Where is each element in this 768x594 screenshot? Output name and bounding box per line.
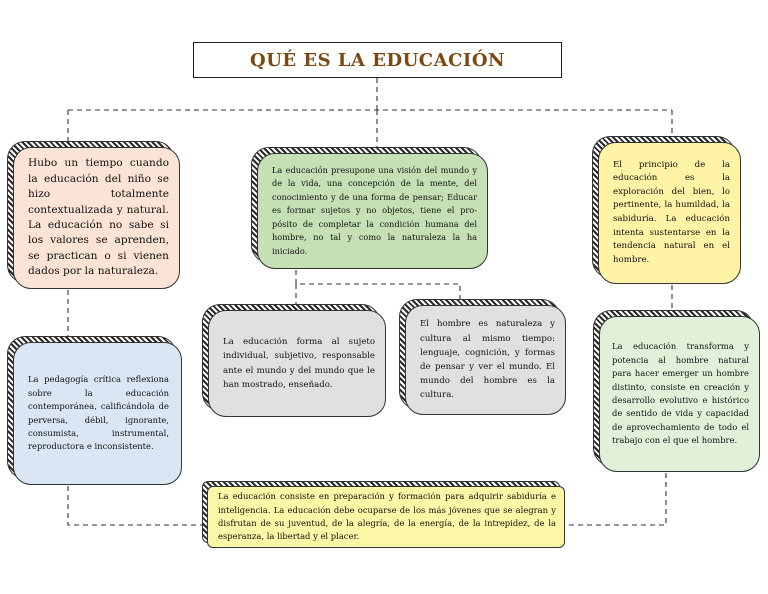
node-face xyxy=(208,310,386,417)
node-left-top xyxy=(13,147,180,289)
node-face xyxy=(598,142,741,284)
node-text: La educación transforma y potencia al hombre natural para hacer emerger un hombre distinto, consiste en creación y desarrollo evolutivo e histórico de sentido de vida y capacidad de aprovechamiento de todo el trabajo con el que el hombre. xyxy=(612,341,749,446)
connector-left-to-bottom xyxy=(68,486,203,525)
node-center-right xyxy=(405,305,566,415)
node-text: La educación presupone una visión del mundo y de la vida, una concepción de la mente, del conocimiento y de una forma de pensar; Educar es formar sujetos y no objetos, tiene el pro- pósito de completar la condición humana del hombre, no tal y como la naturaleza la ha iniciado. xyxy=(272,165,477,256)
node-face xyxy=(13,147,180,289)
node-face xyxy=(405,305,566,415)
node-face xyxy=(207,486,565,548)
node-left-bottom xyxy=(13,342,182,485)
connector-right-to-bottom xyxy=(566,473,666,525)
node-face xyxy=(599,316,760,472)
node-text: La educación forma al sujeto individual, subjetivo, responsable ante el mundo y del mundo que le han mostrado, enseñado. xyxy=(223,336,375,390)
node-text: El principio de la educación es la exploración del bien, lo pertinente, la humildad, la sabiduría. La educación intenta sustentarse en la tendencia natural en el hombre. xyxy=(613,159,730,265)
node-right-bottom xyxy=(599,316,760,472)
node-text: El hombre es naturaleza y cultura al mismo tiempo: lenguaje, cognición, y formas de pensar y ver el mundo. El mundo del hombre es la cultura. xyxy=(420,319,555,401)
node-text: La educación consiste en preparación y formación para adquirir sabiduría e inteligencia. La educación debe ocuparse de los más jóvenes que se alegran y disfrutan de su juventud, de la alegría, de la energía, de la intrepidez, de la esperanza, la libertad y el placer. xyxy=(218,491,556,542)
node-bottom xyxy=(207,486,565,548)
node-text: Hubo un tiempo cuando la educación del niño se hizo totalmente contextualizada y natural. La educación no sabe si los valores se aprenden, se practican o si vienen dados por la naturaleza. xyxy=(28,157,169,278)
node-center-top xyxy=(257,153,488,269)
connector-center-branch xyxy=(296,270,460,300)
node-face xyxy=(13,342,182,485)
node-center-left xyxy=(208,310,386,417)
node-face xyxy=(257,153,488,269)
page-title: QUÉ ES LA EDUCACIÓN xyxy=(193,42,562,78)
node-text: La pedagogía crítica reflexiona sobre la educación contemporánea, calificándola de perversa, débil, ignorante, consumista, instrumental, reproductora e inconsistente. xyxy=(28,374,169,452)
node-right-top xyxy=(598,142,741,284)
